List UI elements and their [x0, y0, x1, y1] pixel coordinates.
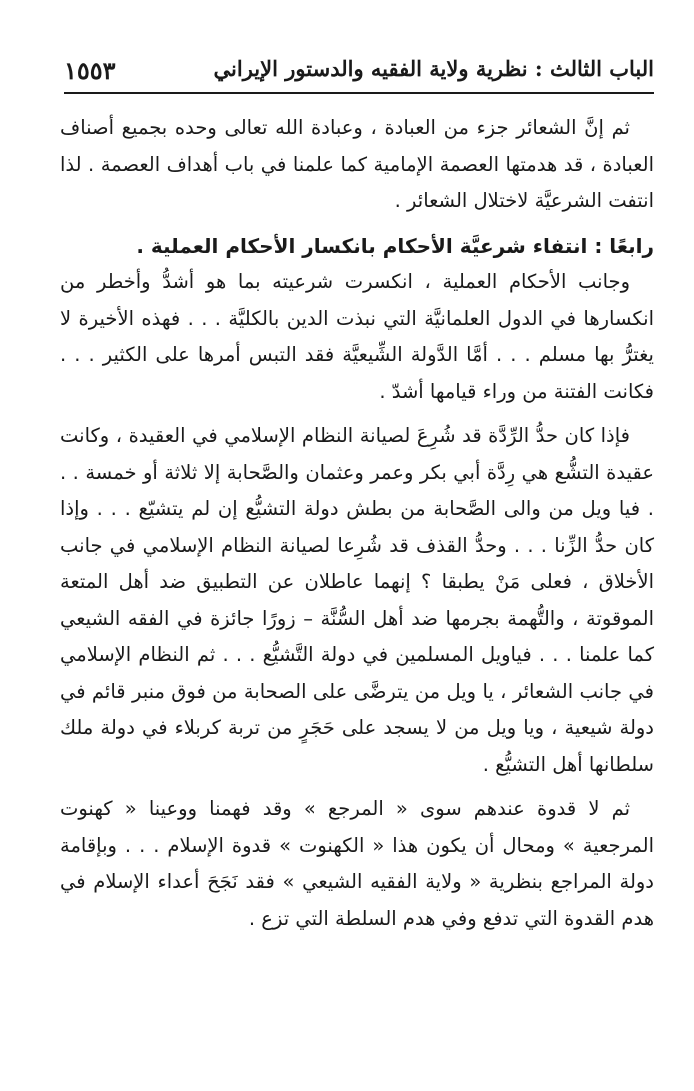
header-divider [64, 92, 654, 94]
section-heading-fourth: رابعًا : انتفاء شرعيَّة الأحكام بانكسار الأحكام العملية . [136, 233, 654, 258]
paragraph-shaair: ثم إنَّ الشعائر جزء من العبادة ، وعبادة الله تعالى وحده بجميع أصناف العبادة ، قد هدمتها العصمة الإمامية كما علمنا في باب أهداف العصمة . لذا انتفت الشرعيَّة لاختلال الشعائر . [60, 116, 654, 212]
running-header [64, 52, 654, 92]
paragraph-qudwa: ثم لا قدوة عندهم سوى « المرجع » وقد فهمنا ووعينا « كهنوت المرجعية » ومحال أن يكون هذا « الكهنوت » قدوة الإسلام . . . وبإقامة دولة المراجع بنظرية « ولاية الفقيه الشيعي » فقد نَجَحَ أعداء الإسلام في هدم القدوة التي تدفع وفي هدم السلطة التي تزع . [60, 797, 654, 930]
paragraph-hudud: فإذا كان حدُّ الرِّدَّة قد شُرِعَ لصيانة النظام الإسلامي في العقيدة ، وكانت عقيدة التشُّع هي رِدَّة أبي بكر وعمر وعثمان والصَّحابة إلا ثلاثة أو خمسة . . . فيا ويل من والى الصَّحابة من بطش دولة التشيُّع إن لم يتشيّع . . . وإذا كان حدُّ الزِّنا . . . وحدُّ القذف قد شُرِعا لصيانة النظام الإسلامي في جانب الأخلاق ، فعلى مَنْ يطبقا ؟ إنهما عاطلان عن التطبيق ضد أهل المتعة الموقوتة ، والتُّهمة بجرمها ضد أهل السُّنَّة – زورًا جائزة في الفقه الشيعي كما علمنا . . . فياويل المسلمين في دولة التَّشيُّع . . . ثم النظام الإسلامي في جانب الشعائر ، يا ويل من يترضَّى على الصحابة من فوق منبر قائم في دولة شيعية ، ويا ويل من لا يسجد على حَجَرٍ من تربة كربلاء في دولة ملك سلطانها أهل التشيُّع . [60, 424, 654, 776]
chapter-title: الباب الثالث : نظرية ولاية الفقيه والدستور الإيراني [213, 56, 654, 81]
page-number: ١٥٥٣ [64, 56, 116, 85]
paragraph-ahkam: وجانب الأحكام العملية ، انكسرت شرعيته بما هو أشدُّ وأخطر من انكسارها في الدول العلمانيَّة التي نبذت الدين بالكليَّة . . . فهذه الأخيرة لا يغترُّ بها مسلم . . . أمَّا الدَّولة الشِّيعيَّة فقد التبس أمرها على الكثير . . . فكانت الفتنة من وراء قيامها أشدّ . [60, 270, 654, 403]
page-body [60, 110, 654, 937]
